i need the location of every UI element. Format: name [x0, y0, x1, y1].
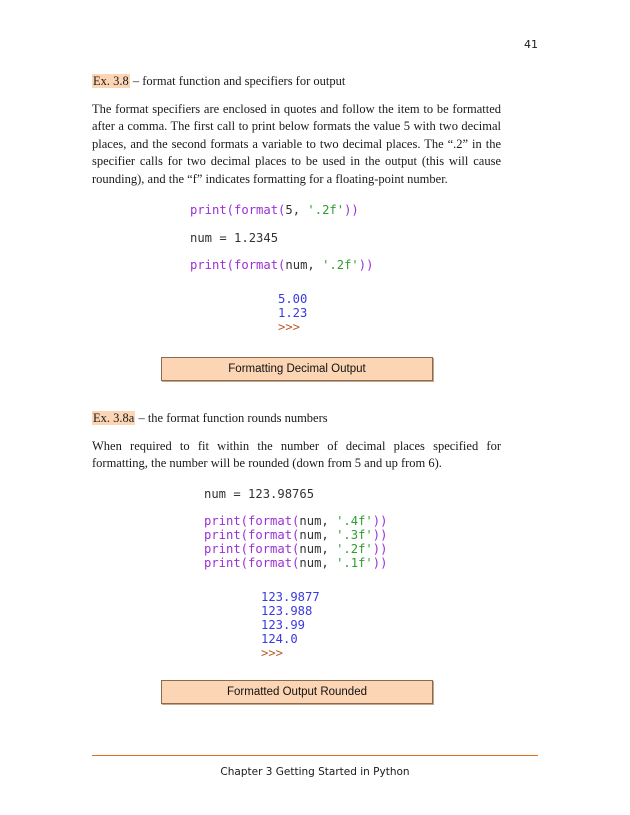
output-line: 1.23	[278, 306, 308, 320]
code-line	[204, 529, 387, 543]
code-args: num,	[299, 556, 337, 570]
output-line: 124.0	[261, 632, 298, 646]
code-args: num,	[299, 542, 337, 556]
output-line: 123.99	[261, 618, 306, 632]
page-number: 41	[524, 38, 538, 51]
code-args: num,	[285, 258, 323, 272]
code-args: 5,	[285, 203, 308, 217]
code-line	[204, 557, 387, 571]
output-line: 123.9877	[261, 590, 320, 604]
output-line: 5.00	[278, 292, 308, 306]
example-paragraph: When required to fit within the number of decimal places specified for formatting, the number will be rounded (down from 5 and up from 6).	[92, 439, 501, 471]
code-fn: print(format(	[190, 203, 286, 217]
code-line: num = 1.2345	[190, 231, 279, 245]
code-fn: print(format(	[204, 528, 300, 542]
code-string: '.2f'	[322, 258, 359, 272]
page-footer: Chapter 3 Getting Started in Python	[220, 766, 410, 778]
code-args: num,	[299, 514, 337, 528]
example-paragraph: The format specifiers are enclosed in quotes and follow the item to be formatted after a comma. The first call to print below formats the value 5 with two decimal places, and the second formats a variable to two decimal places. The “.2” in the specifier calls for two decimal places to be used in the output (this will cause rounding), and the “f” indicates formatting for a floating-point number.	[92, 102, 501, 186]
code-string: '.2f'	[336, 542, 373, 556]
shell-prompt: >>>	[261, 646, 284, 660]
code-fn: print(format(	[204, 542, 300, 556]
code-line	[204, 515, 387, 529]
code-fn: print(format(	[204, 514, 300, 528]
code-line	[190, 259, 373, 273]
code-line: num = 123.98765	[204, 487, 315, 501]
code-string: '.2f'	[307, 203, 345, 217]
shell-prompt: >>>	[278, 320, 301, 334]
code-fn: print(format(	[204, 556, 300, 570]
code-args: num,	[299, 528, 337, 542]
example-title: – the format function rounds numbers	[135, 411, 328, 425]
code-string: '.4f'	[336, 514, 373, 528]
figure-caption: Formatted Output Rounded	[161, 680, 433, 704]
example-heading	[92, 74, 345, 89]
example-label: Ex. 3.8	[93, 74, 129, 88]
code-close: ))	[372, 556, 388, 570]
figure-caption: Formatting Decimal Output	[161, 357, 433, 381]
footer-divider	[92, 755, 538, 756]
code-line	[204, 543, 387, 557]
code-close: ))	[372, 514, 388, 528]
code-close: ))	[372, 542, 388, 556]
code-close: ))	[372, 528, 388, 542]
code-line	[190, 204, 359, 218]
example-label: Ex. 3.8a	[93, 411, 135, 425]
example-heading	[92, 411, 328, 426]
code-fn: print(format(	[190, 258, 286, 272]
code-string: '.1f'	[336, 556, 373, 570]
code-string: '.3f'	[336, 528, 373, 542]
example-title: – format function and specifiers for output	[129, 74, 346, 88]
code-close: ))	[344, 203, 359, 217]
output-line: 123.988	[261, 604, 313, 618]
code-close: ))	[358, 258, 374, 272]
